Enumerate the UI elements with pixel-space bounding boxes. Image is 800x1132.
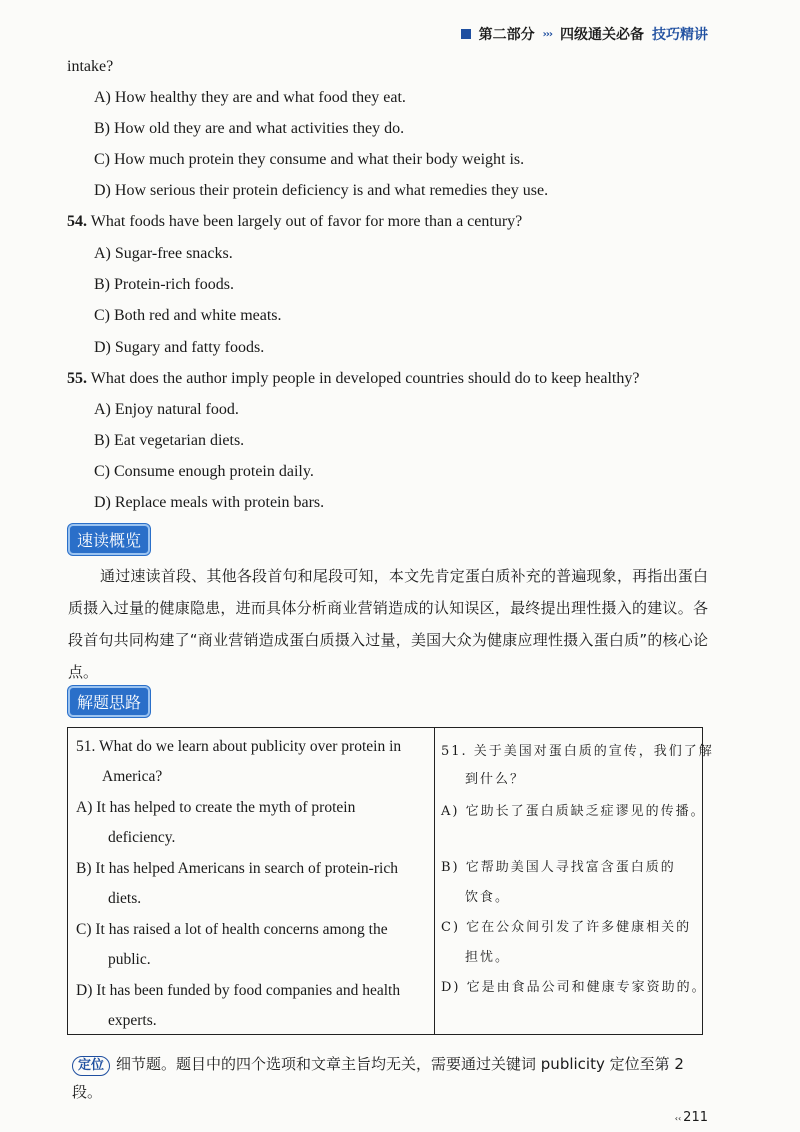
overview-tag: 速读概览: [68, 524, 150, 555]
running-header: [461, 24, 708, 44]
arrows-icon: ›››: [542, 28, 552, 40]
page-number-value: 211: [683, 1110, 708, 1125]
header-book: 四级通关必备: [560, 27, 644, 43]
chinese-column: [435, 728, 714, 1034]
q53-option-a: A) How healthy they are and what food they eat.: [94, 89, 406, 106]
table-en-line: diets.: [108, 890, 142, 907]
table-zh-line: A) 它助长了蛋白质缺乏症谬见的传播。: [441, 804, 706, 819]
table-en-line: deficiency.: [108, 829, 176, 846]
q54-option-c: C) Both red and white meats.: [94, 307, 282, 324]
table-en-line: C) It has raised a lot of health concerns among the: [76, 921, 388, 938]
q54-option-d: D) Sugary and fatty foods.: [94, 339, 265, 356]
q55-question: [67, 370, 639, 388]
locate-paragraph: [72, 1050, 712, 1106]
q54-option-b: B) Protein-rich foods.: [94, 276, 234, 293]
q55-option-d: D) Replace meals with protein bars.: [94, 494, 325, 511]
table-en-line: 51. What do we learn about publicity over protein in: [76, 738, 402, 755]
header-section: 技巧精讲: [652, 27, 708, 43]
locate-text: 细节题。题目中的四个选项和文章主旨均无关，需要通过关键词 publicity 定位至第 2 段。: [72, 1055, 684, 1101]
table-en-line: D) It has been funded by food companies and health: [76, 982, 401, 999]
english-column: [68, 728, 435, 1034]
q53-option-b: B) How old they are and what activities they do.: [94, 120, 405, 137]
q54-option-a: A) Sugar-free snacks.: [94, 245, 233, 262]
table-zh-line: C) 它在公众间引发了许多健康相关的: [441, 920, 692, 935]
overview-paragraph: 通过速读首段、其他各段首句和尾段可知，本文先肯定蛋白质补充的普遍现象，再指出蛋白质摄入过量的健康隐患，进而具体分析商业营销造成的认知误区，最终提出理性摄入的建议。各段首句共同构建了“商业营销造成蛋白质摄入过量，美国大众为健康应理性摄入蛋白质”的核心论点。: [68, 567, 708, 681]
table-en-line: experts.: [108, 1012, 157, 1029]
q53-option-d: D) How serious their protein deficiency is and what remedies they use.: [94, 182, 549, 199]
header-part: 第二部分: [478, 27, 535, 43]
square-bullet-icon: [461, 29, 471, 39]
table-en-line: A) It has helped to create the myth of protein: [76, 799, 356, 816]
table-zh-line: 51. 关于美国对蛋白质的宣传，我们了解: [441, 744, 714, 759]
q54-number: 54.: [67, 213, 87, 230]
q55-option-c: C) Consume enough protein daily.: [94, 463, 314, 480]
q54-text: What foods have been largely out of favor for more than a century?: [90, 213, 523, 230]
q55-option-b: B) Eat vegetarian diets.: [94, 432, 245, 449]
table-en-line: public.: [108, 951, 151, 968]
bilingual-question-table: [67, 727, 714, 1035]
q55-number: 55.: [67, 370, 87, 387]
page-number: [675, 1110, 708, 1125]
table-zh-line: D) 它是由食品公司和健康专家资助的。: [441, 980, 707, 995]
solution-tag: 解题思路: [68, 686, 150, 717]
q54-question: [67, 213, 522, 231]
table-zh-line: 担忧。: [465, 950, 511, 965]
table-en-line: B) It has helped Americans in search of protein-rich: [76, 860, 398, 877]
chevron-left-icon: ‹‹: [674, 1114, 682, 1123]
locate-tag: 定位: [72, 1056, 110, 1076]
q55-option-a: A) Enjoy natural food.: [94, 401, 239, 418]
q55-text: What does the author imply people in developed countries should do to keep healthy?: [90, 370, 640, 387]
q53-tail: intake?: [67, 58, 114, 75]
table-zh-line: B) 它帮助美国人寻找富含蛋白质的: [441, 860, 676, 875]
table-zh-line: 到什么？: [465, 772, 526, 787]
q53-option-c: C) How much protein they consume and what their body weight is.: [94, 151, 525, 168]
table-en-line: America?: [102, 768, 163, 785]
table-zh-line: 饮食。: [465, 890, 511, 905]
